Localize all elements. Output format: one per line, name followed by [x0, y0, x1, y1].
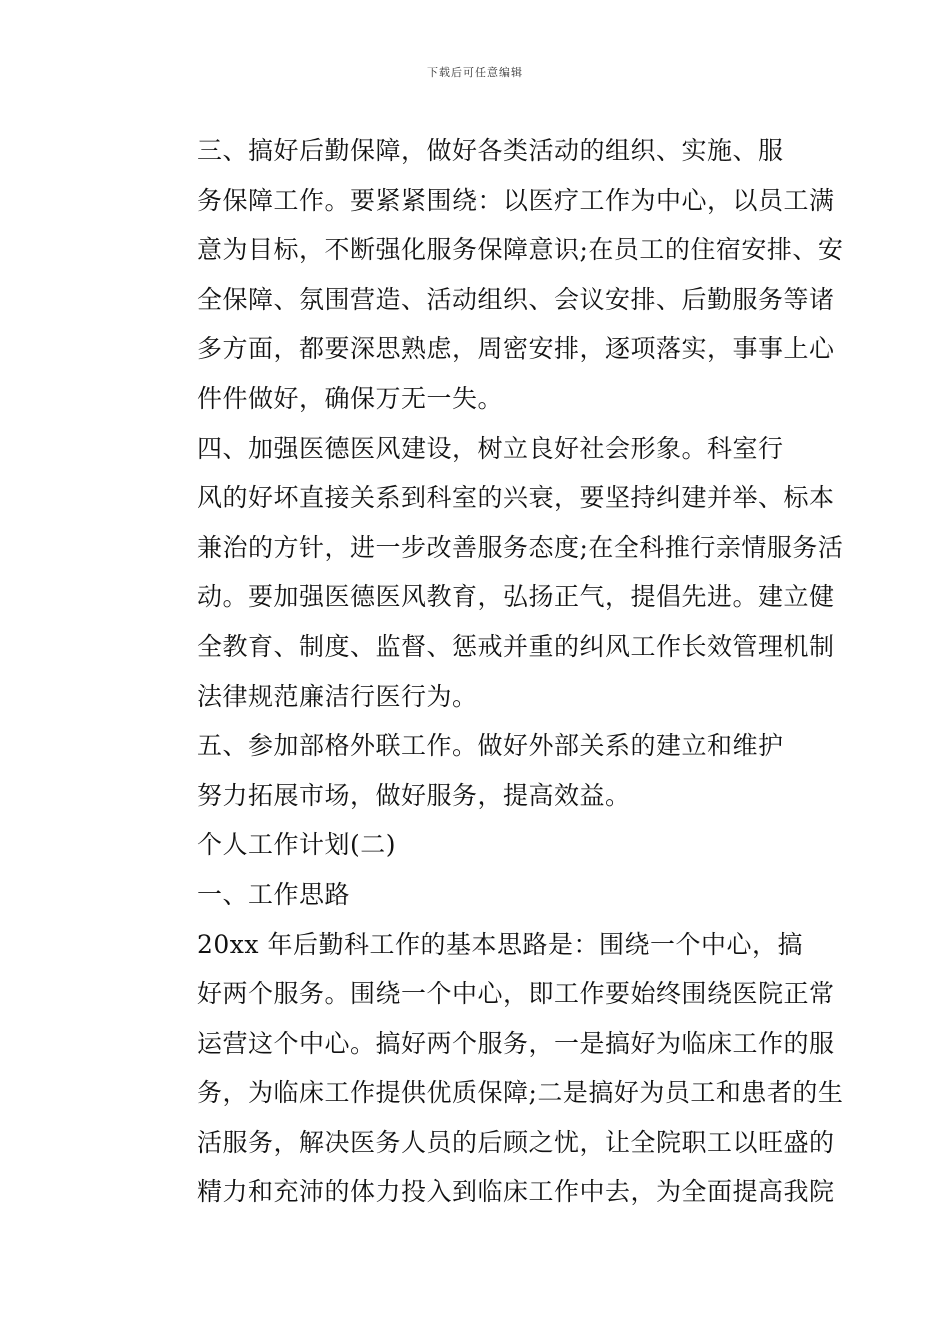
text-line: 三、搞好后勤保障，做好各类活动的组织、实施、服: [197, 136, 784, 165]
text-line: 务，为临床工作提供优质保障;二是搞好为员工和患者的生: [197, 1078, 844, 1108]
heading-line: 一、工作思路: [197, 879, 351, 909]
text-line: 务保障工作。要紧紧围绕：以医疗工作为中心，以员工满: [197, 185, 835, 215]
text-line: 法律规范廉洁行医行为。: [197, 681, 478, 711]
text-line: 意为目标，不断强化服务保障意识;在员工的住宿安排、安: [197, 235, 844, 265]
text-line: 运营这个中心。搞好两个服务，一是搞好为临床工作的服: [197, 1028, 835, 1058]
text-line: 全教育、制度、监督、惩戒并重的纠风工作长效管理机制: [197, 631, 835, 661]
section-title-work-plan-two: [147, 820, 807, 870]
text-line: 动。要加强医德医风教育，弘扬正气，提倡先进。建立健: [197, 582, 835, 612]
watermark-header: 下载后可任意编辑: [427, 66, 523, 79]
text-line: 全保障、氛围营造、活动组织、会议安排、后勤服务等诸: [197, 284, 835, 314]
section-subtitle-work-approach: [147, 870, 807, 920]
text-line: 多方面，都要深思熟虑，周密安排，逐项落实，事事上心: [197, 334, 835, 364]
heading-line: 个人工作计划(二): [197, 830, 397, 860]
text-line: 四、加强医德医风建设，树立良好社会形象。科室行: [197, 433, 784, 463]
text-line: 精力和充沛的体力投入到临床工作中去，为全面提高我院: [197, 1177, 835, 1207]
text-line: 风的好坏直接关系到科室的兴衰，要坚持纠建并举、标本: [197, 483, 835, 513]
paragraph-external-relations: [147, 721, 807, 820]
paragraph-logistics-support: [147, 126, 844, 424]
paragraph-medical-ethics: [147, 424, 844, 722]
text-line: 五、参加部格外联工作。做好外部关系的建立和维护: [197, 731, 784, 761]
text-line: 努力拓展市场，做好服务，提高效益。: [197, 780, 631, 810]
document-body: [147, 126, 844, 1217]
text-line: 件件做好，确保万无一失。: [197, 383, 504, 413]
text-line: 活服务，解决医务人员的后顾之忧，让全院职工以旺盛的: [197, 1127, 835, 1157]
text-line: 好两个服务。围绕一个中心，即工作要始终围绕医院正常: [197, 979, 835, 1009]
text-line: 20xx 年后勤科工作的基本思路是：围绕一个中心，搞: [197, 929, 803, 959]
paragraph-basic-approach: [147, 920, 844, 1218]
text-line: 兼治的方针，进一步改善服务态度;在全科推行亲情服务活: [197, 532, 844, 562]
